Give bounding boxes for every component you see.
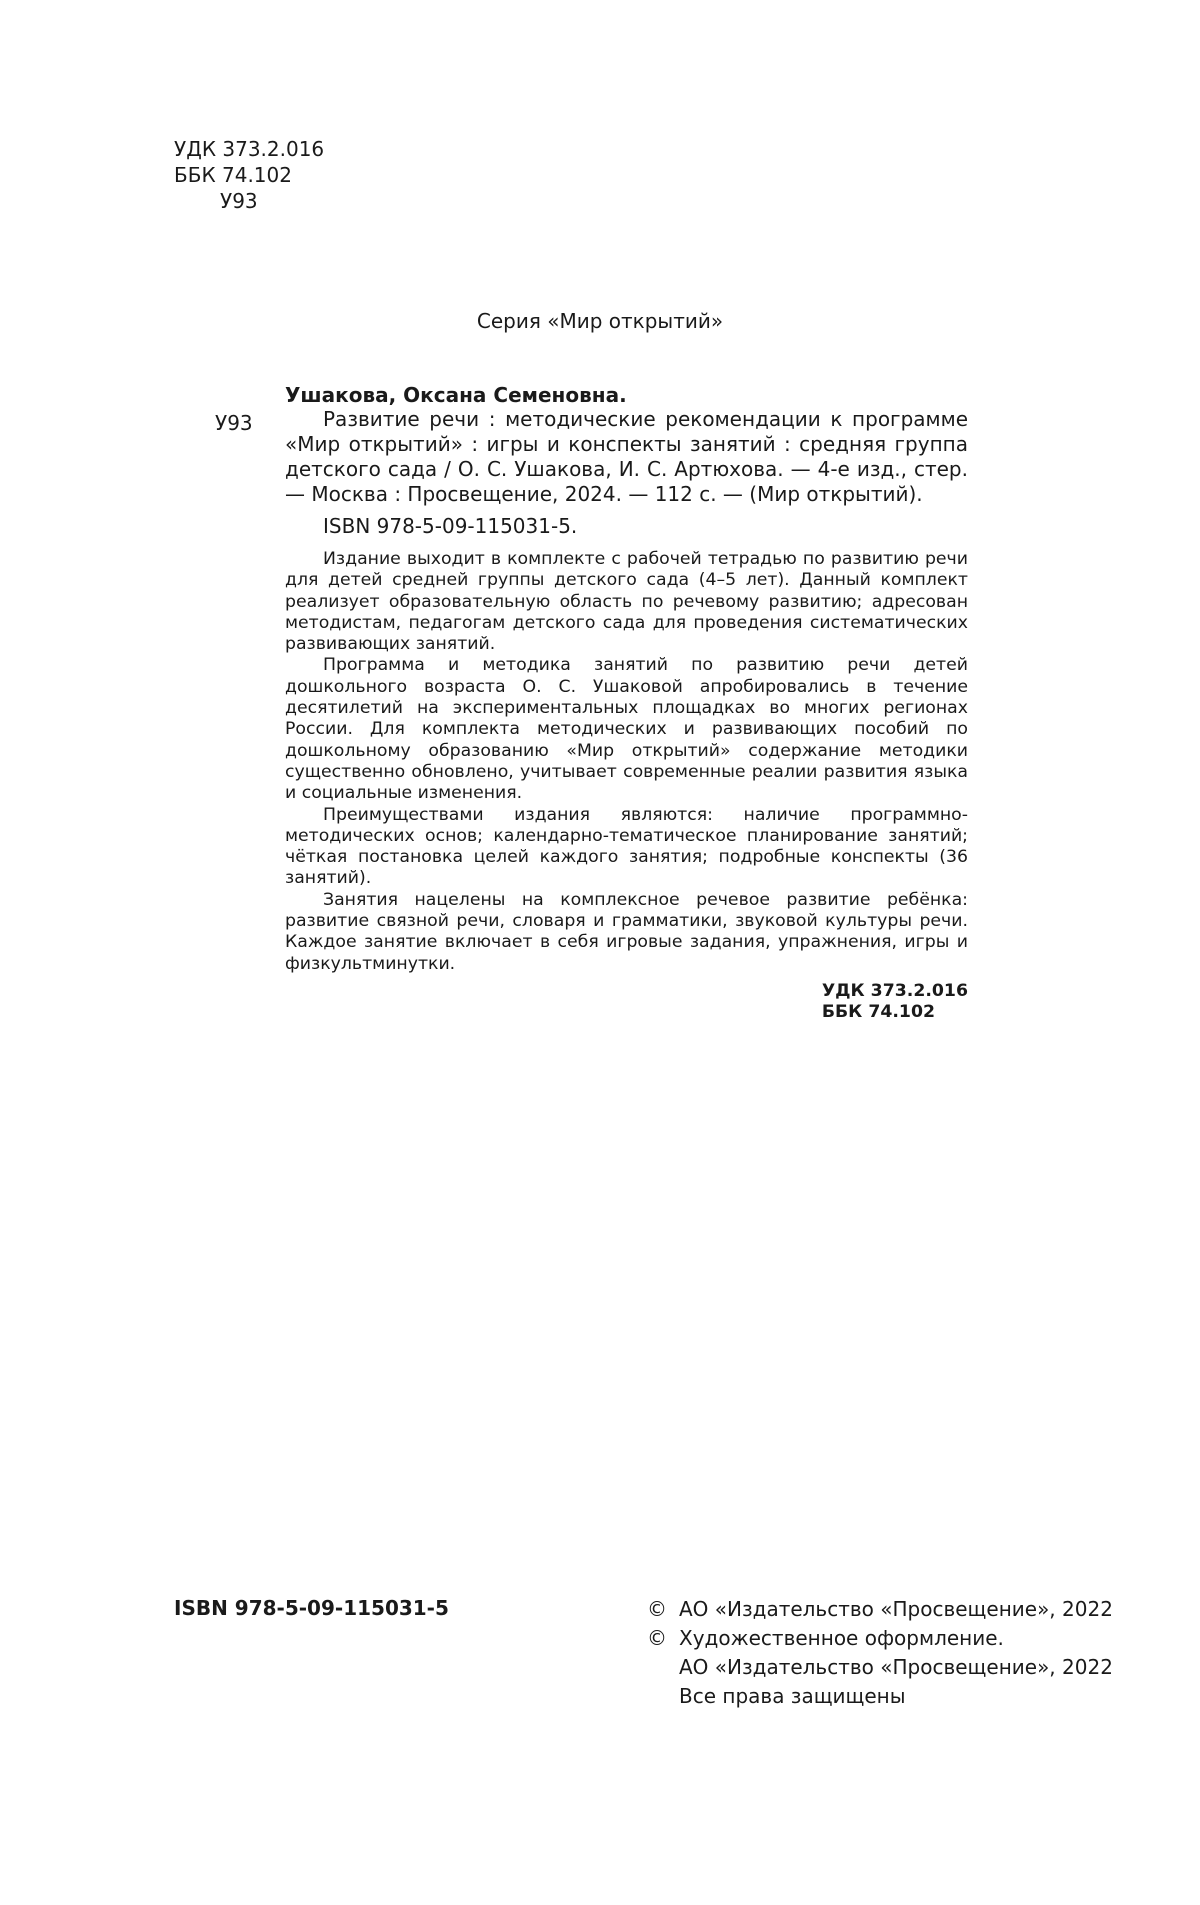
author-sign: У93	[215, 411, 253, 435]
annotation-paragraph: Программа и методика занятий по развитию речи детей дошкольного возраста О. С. Ушаковой апробировались в течение десятилетий на экспериментальных площадках во многих регионах России. Для комплекта методических и развивающих пособий по дошкольному образованию «Мир открытий» содержание методики существенно обновлено, учитывает современные реалии развития языка и социальные изменения.	[285, 655, 968, 804]
header-classification	[174, 136, 324, 214]
header-bbk: ББК 74.102	[174, 163, 292, 187]
rights-reserved: Все права защищены	[679, 1684, 906, 1708]
series-title: Серия «Мир открытий»	[476, 309, 724, 333]
copyright-publisher: АО «Издательство «Просвещение», 2022	[679, 1597, 1113, 1621]
annotation-paragraph: Преимуществами издания являются: наличие программно-методических основ; календарно-тематическое планирование занятий; чёткая постановка целей каждого занятия; подробные конспекты (36 занятий).	[285, 804, 968, 889]
footer-isbn: ISBN 978-5-09-115031-5	[174, 1596, 449, 1620]
catalog-card	[285, 407, 968, 1023]
copyright-icon: ©	[647, 1597, 667, 1621]
header-author-code: У93	[220, 189, 258, 213]
card-classification	[285, 981, 968, 1023]
copyright-icon: ©	[647, 1626, 667, 1650]
copyright-design-publisher: АО «Издательство «Просвещение», 2022	[679, 1655, 1113, 1679]
card-bbk: ББК 74.102	[821, 1001, 936, 1022]
copyright-block	[647, 1595, 1113, 1711]
card-udk: УДК 373.2.016	[821, 980, 968, 1001]
copyright-design: Художественное оформление.	[679, 1626, 1004, 1650]
book-description: Развитие речи : методические рекомендации к программе «Мир открытий» : игры и конспекты занятий : средняя группа детского сада / О. С. Ушакова, И. С. Артюхова. — 4-е изд., стер. — Москва : Просвещение, 2024. — 112 с. — (Мир открытий).	[285, 407, 968, 506]
annotation-paragraph: Занятия нацелены на комплексное речевое развитие ребёнка: развитие связной речи, словаря и грамматики, звуковой культуры речи. Каждое занятие включает в себя игровые задания, упражнения, игры и физкультминутки.	[285, 889, 968, 974]
annotation-paragraph: Издание выходит в комплекте с рабочей тетрадью по развитию речи для детей средней группы детского сада (4–5 лет). Данный комплект реализует образовательную область по речевому развитию; адресован методистам, педагогам детского сада для проведения систематических развивающих занятий.	[285, 549, 968, 655]
annotation	[285, 549, 968, 975]
card-isbn: ISBN 978-5-09-115031-5.	[323, 514, 578, 538]
author-name: Ушакова, Оксана Семеновна.	[285, 383, 627, 407]
header-udk: УДК 373.2.016	[174, 137, 325, 161]
